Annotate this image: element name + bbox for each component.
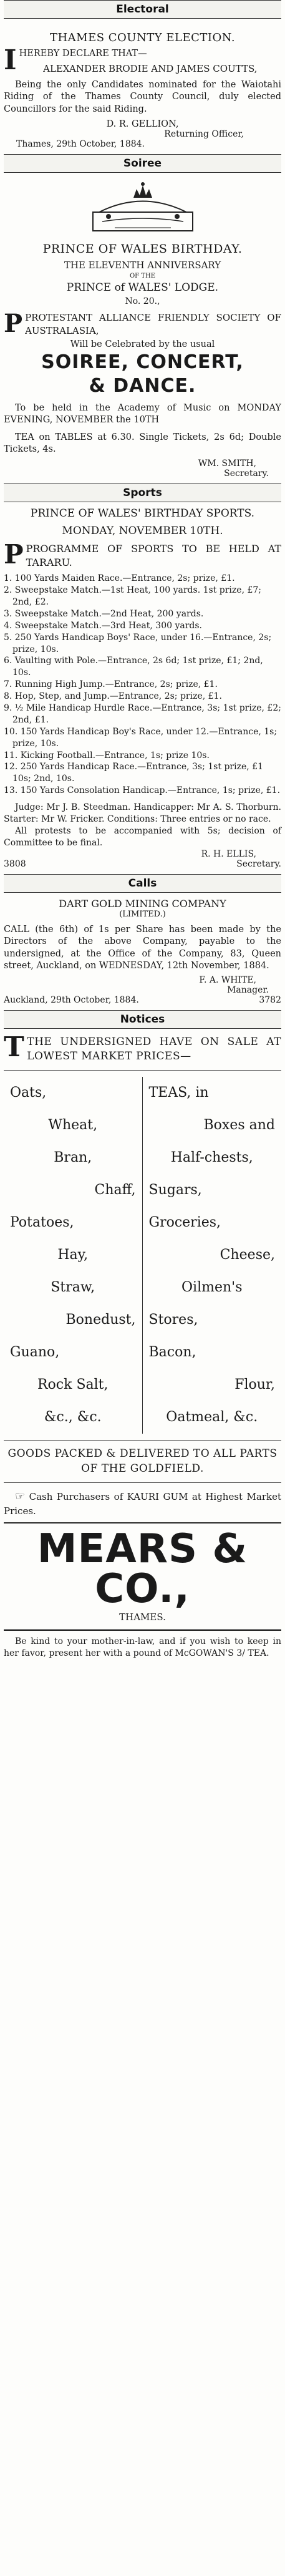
sports-line2: MONDAY, NOVEMBER 10TH. — [62, 525, 223, 537]
calls-ad-number: 3782 — [259, 994, 281, 1005]
electoral-role: Returning Officer, — [164, 129, 244, 140]
divider — [4, 1522, 281, 1524]
soiree-line2: THE ELEVENTH ANNIVERSARY — [64, 260, 221, 271]
notices-cash: ☞ Cash Purchasers of KAURI GUM at Highest Market Prices. — [4, 1490, 281, 1517]
goods-item-right: Cheese, — [220, 1247, 275, 1263]
section-header-electoral: Electoral — [4, 0, 281, 19]
soiree-notice — [4, 178, 281, 479]
notices-intro: T THE UNDERSIGNED HAVE ON SALE AT LOWEST MARKET PRICES— — [4, 1031, 281, 1063]
soiree-line1: PRINCE OF WALES BIRTHDAY. — [42, 242, 243, 256]
programme-item: 13. 150 Yards Consolation Handicap.—Entrance, 1s; prize, £1. — [4, 785, 281, 796]
crest-emblem-icon — [90, 178, 196, 237]
goods-row — [4, 1271, 281, 1304]
goods-table — [4, 1077, 281, 1434]
notices-town: THAMES. — [119, 1611, 166, 1623]
programme-item: 8. Hop, Step, and Jump.—Entrance, 2s; prize, £1. — [4, 691, 222, 702]
sports-judge: Judge: Mr J. B. Steedman. Handicapper: Mr A. S. Thorburn. Starter: Mr W. Fricker. Conditions: Three entries or no race. — [4, 802, 281, 824]
goods-row — [4, 1077, 281, 1109]
section-header-notices: Notices — [4, 1010, 281, 1029]
programme-item: 9. ½ Mile Handicap Hurdle Race.—Entrance, 3s; 1st prize, £2; 2nd, £1. — [4, 702, 281, 725]
notices-delivered: GOODS PACKED & DELIVERED TO ALL PARTS OF THE GOLDFIELD. — [7, 1447, 278, 1475]
electoral-title: THAMES COUNTY ELECTION. — [49, 31, 236, 44]
soiree-sig: WM. SMITH, — [198, 459, 256, 469]
sports-programme-list — [4, 573, 281, 797]
calls-dateline: Auckland, 29th October, 1884. — [4, 994, 139, 1005]
goods-row — [4, 1369, 281, 1401]
soiree-role: Secretary. — [224, 469, 269, 479]
goods-row — [4, 1336, 281, 1369]
programme-item: 6. Vaulting with Pole.—Entrance, 2s 6d; 1st prize, £1; 2nd, 10s. — [4, 656, 263, 678]
goods-item-left: Straw, — [4, 1271, 143, 1304]
electoral-body: Being the only Candidates nominated for the Waiotahi Riding of the Thames County Council, duly elected Councillors for the said Riding. — [4, 79, 281, 114]
programme-item: 7. Running High Jump.—Entrance, 2s; prize, £1. — [4, 679, 218, 690]
goods-item-left: Bonedust, — [4, 1304, 143, 1336]
goods-row — [4, 1401, 281, 1434]
electoral-names: ALEXANDER BRODIE AND JAMES COUTTS, — [43, 62, 258, 74]
calls-notice — [4, 893, 281, 1005]
notices-footer: Be kind to your mother-in-law, and if you wish to keep in her favor, present her with a pound of McGOWAN'S 3/ TEA. — [4, 1636, 281, 1658]
sports-line1: PRINCE OF WALES' BIRTHDAY SPORTS. — [30, 507, 255, 520]
goods-item-right: Stores, — [148, 1312, 198, 1328]
goods-item-right: Oilmen's — [181, 1280, 243, 1296]
goods-item-right: TEAS, in — [148, 1085, 209, 1101]
goods-item-right: Bacon, — [148, 1344, 196, 1361]
goods-row — [4, 1142, 281, 1174]
calls-footer — [4, 995, 281, 1005]
sports-footer — [4, 859, 281, 869]
soiree-title2: & DANCE. — [89, 375, 196, 397]
electoral-dateline: Thames, 29th October, 1884. — [16, 139, 145, 150]
programme-item: 10. 150 Yards Handicap Boy's Race, under 12.—Entrance, 1s; prize, 10s. — [4, 726, 278, 749]
soiree-held: To be held in the Academy of Music on MONDAY EVENING, NOVEMBER the 10TH — [4, 402, 281, 425]
calls-body: CALL (the 6th) of 1s per Share has been made by the Directors of the above Company, payable to the undersigned, at the Office of the Company, 83, Queen street, Auckland, on WEDNESDAY, 12th November, 1884. — [4, 924, 281, 971]
divider — [4, 1070, 281, 1071]
section-header-calls: Calls — [4, 874, 281, 893]
goods-item-right: Oatmeal, &c. — [166, 1409, 258, 1426]
sports-role: Secretary. — [236, 858, 281, 869]
soiree-line6: P PROTESTANT ALLIANCE FRIENDLY SOCIETY OF AUSTRALASIA, — [4, 309, 281, 339]
goods-item-right: Sugars, — [148, 1182, 202, 1198]
sports-notice — [4, 502, 281, 869]
notices-ad — [4, 1029, 281, 1660]
soiree-title1: SOIREE, CONCERT, — [41, 351, 244, 373]
soiree-line4: PRINCE of WALES' LODGE. — [66, 281, 219, 294]
section-header-soiree: Soiree — [4, 154, 281, 173]
section-header-sports: Sports — [4, 484, 281, 502]
programme-item: 1. 100 Yards Maiden Race.—Entrance, 2s; prize, £1. — [4, 573, 235, 584]
goods-item-left: Hay, — [4, 1239, 143, 1271]
sports-protests: All protests to be accompanied with 5s; decision of Committee to be final. — [4, 825, 281, 848]
notices-firm: MEARS & CO., — [37, 1525, 248, 1612]
goods-item-right: Half-chests, — [170, 1150, 253, 1166]
electoral-declare: I HEREBY DECLARE THAT— — [4, 44, 147, 76]
goods-item-left: Wheat, — [4, 1109, 143, 1142]
goods-item-right: Groceries, — [148, 1215, 221, 1231]
goods-row — [4, 1174, 281, 1207]
calls-subtitle: (LIMITED.) — [119, 909, 166, 919]
sports-sig: R. H. ELLIS, — [201, 848, 256, 859]
programme-item: 12. 250 Yards Handicap Race.—Entrance, 3s; 1st prize, £1 10s; 2nd, 10s. — [4, 762, 263, 784]
goods-item-left: Potatoes, — [4, 1207, 143, 1239]
electoral-notice — [4, 19, 281, 149]
goods-item-left: Guano, — [4, 1336, 143, 1369]
programme-item: 4. Sweepstake Match.—3rd Heat, 300 yards. — [4, 620, 203, 631]
calls-role: Manager. — [227, 984, 269, 995]
programme-item: 11. Kicking Football.—Entrance, 1s; prize 10s. — [4, 750, 210, 761]
programme-item: 5. 250 Yards Handicap Boys' Race, under 16.—Entrance, 2s; prize, 10s. — [4, 632, 272, 654]
goods-item-left: Oats, — [4, 1077, 143, 1109]
soiree-line3: OF THE — [129, 273, 155, 280]
soiree-tea: TEA on TABLES at 6.30. Single Tickets, 2s 6d; Double Tickets, 4s. — [4, 432, 281, 455]
goods-row — [4, 1304, 281, 1336]
programme-item: 2. Sweepstake Match.—1st Heat, 100 yards. 1st prize, £7; 2nd, £2. — [4, 585, 261, 607]
goods-row — [4, 1239, 281, 1271]
goods-row — [4, 1207, 281, 1239]
sports-ad-number: 3808 — [4, 858, 26, 869]
calls-title: DART GOLD MINING COMPANY — [59, 897, 226, 910]
divider — [4, 1629, 281, 1631]
soiree-line7: Will be Celebrated by the usual — [70, 339, 215, 349]
soiree-line5: No. 20., — [125, 296, 160, 307]
sports-programme: P PROGRAMME OF SPORTS TO BE HELD AT TARARU. — [4, 539, 281, 570]
goods-item-left: Bran, — [4, 1142, 143, 1174]
goods-row — [4, 1109, 281, 1142]
programme-item: 3. Sweepstake Match.—2nd Heat, 200 yards. — [4, 608, 204, 619]
divider — [4, 1482, 281, 1483]
goods-item-left: Rock Salt, — [4, 1369, 143, 1401]
goods-item-left: Chaff, — [4, 1174, 143, 1207]
calls-sig: F. A. WHITE, — [199, 975, 256, 985]
goods-item-left: &c., &c. — [4, 1401, 143, 1434]
electoral-signature: D. R. GELLION, — [106, 119, 179, 130]
divider — [4, 1440, 281, 1441]
goods-item-right: Boxes and — [203, 1117, 275, 1134]
pointing-hand-icon: ☞ — [15, 1490, 26, 1504]
goods-item-right: Flour, — [234, 1377, 275, 1393]
